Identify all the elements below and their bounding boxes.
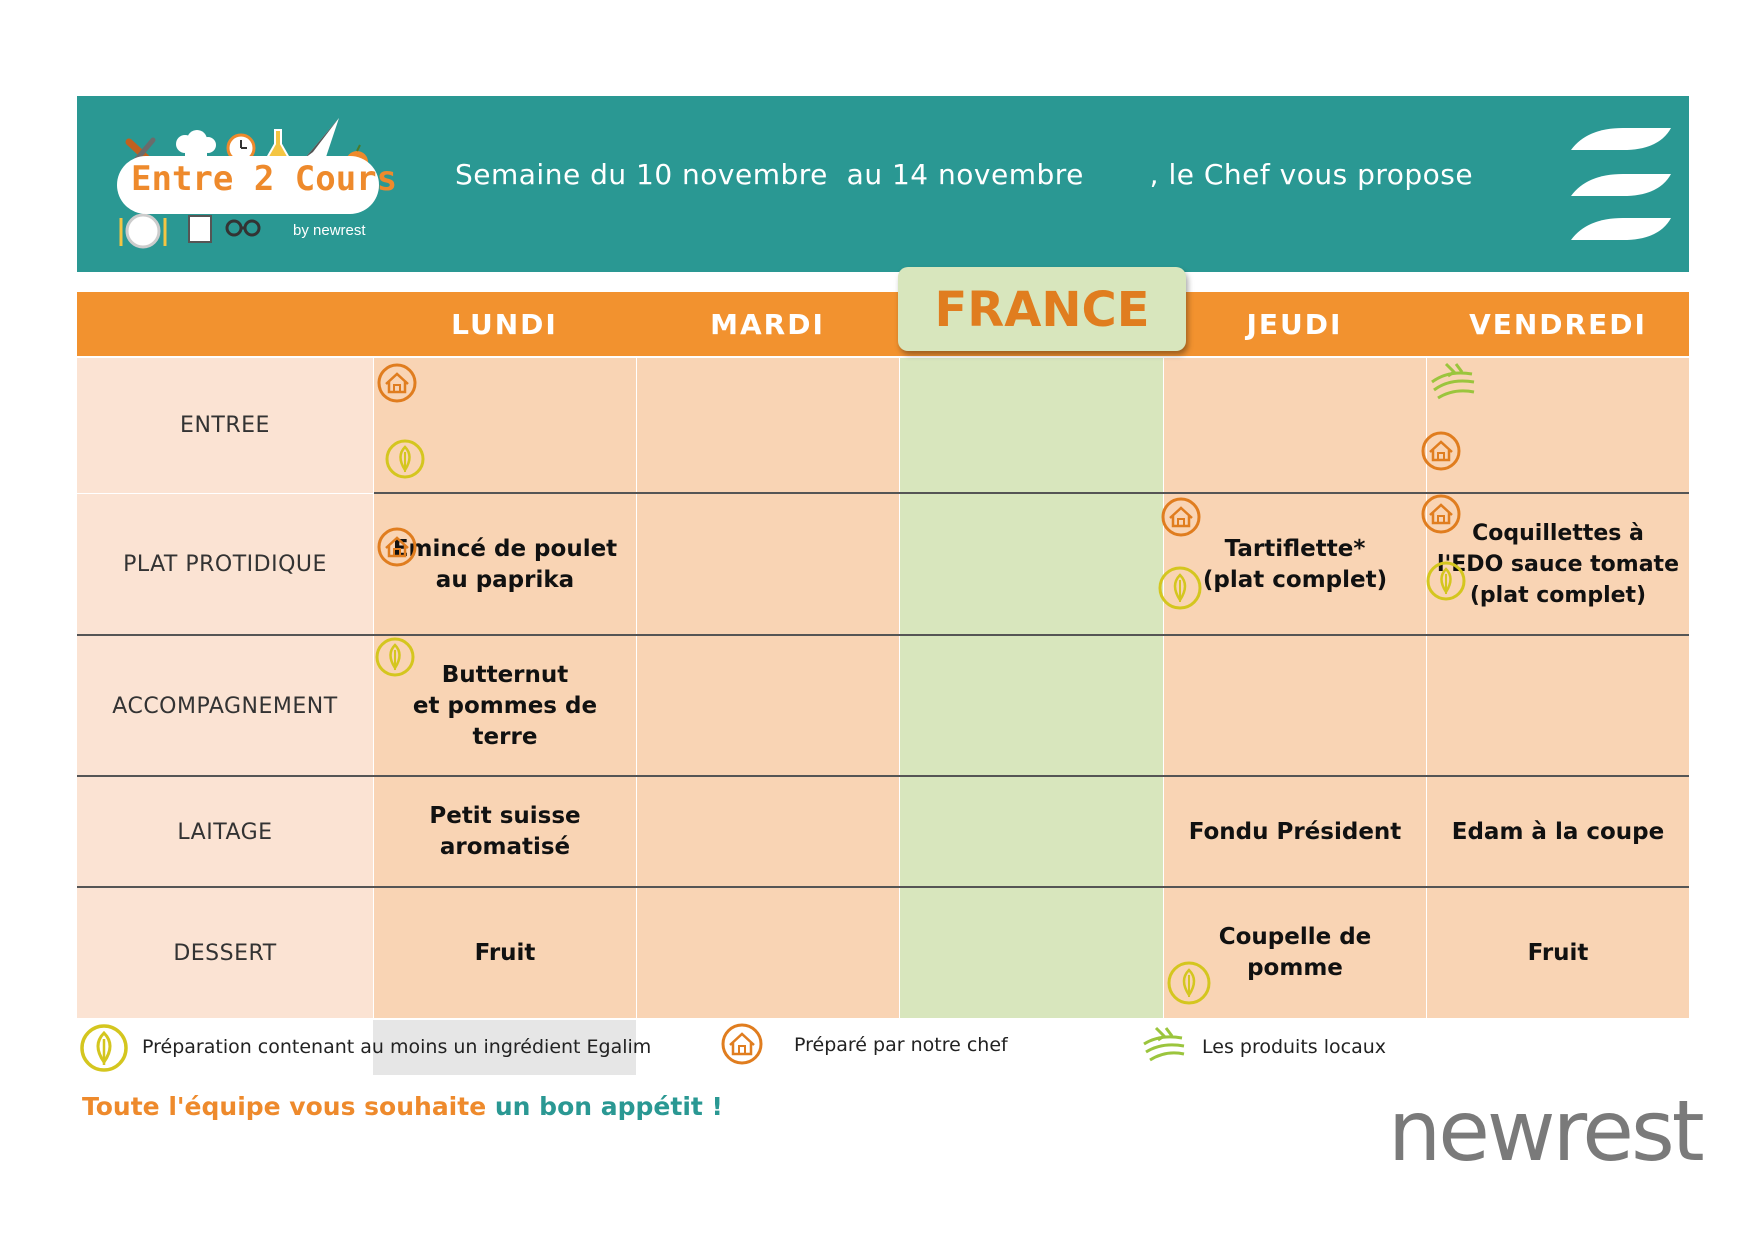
cell-dessert-mardi — [637, 888, 899, 1018]
cell-laitage-lundi: Petit suisse aromatisé — [374, 777, 636, 887]
egalim-leaf-icon — [1425, 560, 1467, 602]
day-thursday: JEUDI — [1246, 308, 1343, 341]
row-label-accompagnement: ACCOMPAGNEMENT — [77, 636, 373, 776]
entre-2-cours-logo — [117, 114, 398, 254]
day-monday: LUNDI — [451, 308, 558, 341]
cell-plat-vendredi: Coquillettes à l'EDO sauce tomate (plat complet) — [1427, 494, 1689, 635]
logo-text: Entre 2 Cours — [131, 159, 398, 199]
cell-accompagnement-jeudi — [1164, 636, 1426, 776]
footer-message-part2: un bon appétit ! — [494, 1092, 723, 1121]
cell-laitage-jeudi: Fondu Président — [1164, 777, 1426, 887]
cell-dessert-france — [900, 888, 1163, 1018]
cell-plat-france — [900, 494, 1163, 635]
cell-laitage-vendredi: Edam à la coupe — [1427, 777, 1689, 887]
egalim-leaf-icon — [374, 636, 416, 678]
row-divider — [77, 886, 1689, 888]
cell-entree-france — [900, 358, 1163, 493]
cell-plat-mardi — [637, 494, 899, 635]
row-label-entree: ENTREE — [77, 358, 373, 493]
header-banner — [77, 96, 1689, 272]
newrest-logo: newrest — [1388, 1082, 1702, 1180]
legend-egalim-text: Préparation contenant au moins un ingrédient Egalim — [142, 1036, 652, 1058]
row-divider — [374, 492, 1689, 494]
logo-by-newrest: by newrest — [293, 222, 366, 239]
day-tuesday: MARDI — [710, 308, 825, 341]
row-label-laitage: LAITAGE — [77, 777, 373, 887]
cell-accompagnement-france — [900, 636, 1163, 776]
cell-laitage-france — [900, 777, 1163, 887]
cell-laitage-mardi — [637, 777, 899, 887]
legend-chef-text: Préparé par notre chef — [794, 1034, 1008, 1056]
chef-house-icon — [376, 526, 418, 568]
cell-dessert-vendredi: Fruit — [1427, 888, 1689, 1018]
cell-accompagnement-vendredi — [1427, 636, 1689, 776]
day-friday: VENDREDI — [1469, 308, 1647, 341]
week-headline: Semaine du 10 novembre au 14 novembre , le Chef vous propose — [455, 158, 1474, 191]
egalim-leaf-icon — [78, 1022, 130, 1074]
local-fields-icon — [1428, 360, 1476, 404]
chef-house-icon — [1420, 493, 1462, 535]
cell-plat-lundi: Emincé de poulet au paprika — [374, 494, 636, 635]
cell-accompagnement-lundi: Butternut et pommes de terre — [374, 636, 636, 776]
cell-accompagnement-mardi — [637, 636, 899, 776]
chef-house-icon — [720, 1022, 764, 1066]
cell-dessert-jeudi: Coupelle de pomme — [1164, 888, 1426, 1018]
cell-plat-jeudi: Tartiflette* (plat complet) — [1164, 494, 1426, 635]
france-theme-badge — [898, 267, 1186, 351]
cell-dessert-lundi: Fruit — [374, 888, 636, 1018]
cell-entree-mardi — [637, 358, 899, 493]
chef-house-icon — [1160, 496, 1202, 538]
row-label-dessert: DESSERT — [77, 888, 373, 1018]
cell-entree-jeudi — [1164, 358, 1426, 493]
footer-message-part1: Toute l'équipe vous souhaite — [82, 1092, 495, 1121]
row-label-plat: PLAT PROTIDIQUE — [77, 494, 373, 635]
row-divider — [77, 775, 1689, 777]
footer-message — [82, 1092, 723, 1121]
local-fields-icon — [1140, 1024, 1186, 1066]
chef-house-icon — [376, 362, 418, 404]
legend-local-text: Les produits locaux — [1202, 1036, 1387, 1058]
newrest-waves-icon — [1567, 124, 1671, 244]
chef-house-icon — [1420, 430, 1462, 472]
egalim-leaf-icon — [1157, 565, 1203, 611]
egalim-leaf-icon — [1166, 960, 1212, 1006]
egalim-leaf-icon — [384, 438, 426, 480]
row-divider — [77, 634, 1689, 636]
france-badge-label: FRANCE — [934, 282, 1150, 338]
